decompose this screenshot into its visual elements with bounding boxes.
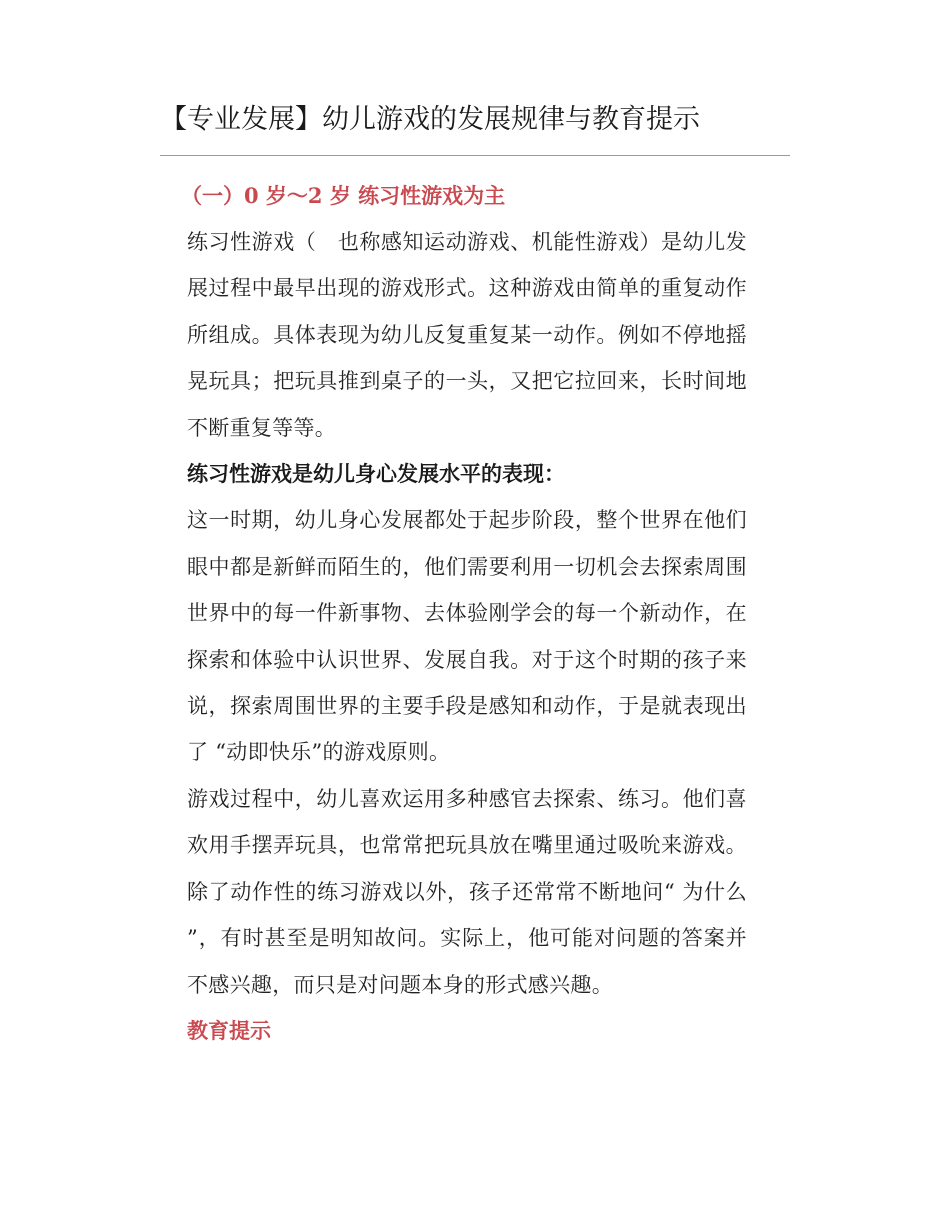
section-heading-text: （一）0 岁～2 岁 练习性游戏为主 xyxy=(181,183,506,208)
paragraph-development-stage: 这一时期，幼儿身心发展都处于起步阶段，整个世界在他们眼中都是新鲜而陌生的，他们需要利用一切机会去探索周围世界中的每一件新事物、去体验刚学会的每一个新动作，在探索和体验中认识世界、发展自我。对于这个时期的孩子来说，探索周围世界的主要手段是感知和动作，于是就表现出了 “动即快乐”的游戏原则。 xyxy=(187,508,747,765)
education-tip-heading: 教育提示 xyxy=(187,1017,271,1043)
document-title: 【专业发展】幼儿游戏的发展规律与教育提示 xyxy=(160,104,700,135)
paragraph-practice-play: 练习性游戏（ 也称感知运动游戏、机能性游戏）是幼儿发展过程中最早出现的游戏形式。这种游戏由简单的重复动作所组成。具体表现为幼儿反复重复某一动作。例如不停地摇晃玩具；把玩具推到桌子的一头，又把它拉回来，长时间地不断重复等等。 xyxy=(187,230,747,440)
title-divider xyxy=(160,155,790,156)
paragraph-play-process: 游戏过程中，幼儿喜欢运用多种感官去探索、练习。他们喜欢用手摆弄玩具，也常常把玩具放在嘴里通过吸吮来游戏。除了动作性的练习游戏以外，孩子还常常不断地问“ 为什么 ”，有时甚至是明知故问。实际上，他可能对问题的答案并不感兴趣，而只是对问题本身的形式感兴趣。 xyxy=(187,786,747,997)
document-body xyxy=(181,177,747,1054)
section-heading xyxy=(181,177,747,215)
bold-statement: 练习性游戏是幼儿身心发展水平的表现： xyxy=(187,461,565,487)
